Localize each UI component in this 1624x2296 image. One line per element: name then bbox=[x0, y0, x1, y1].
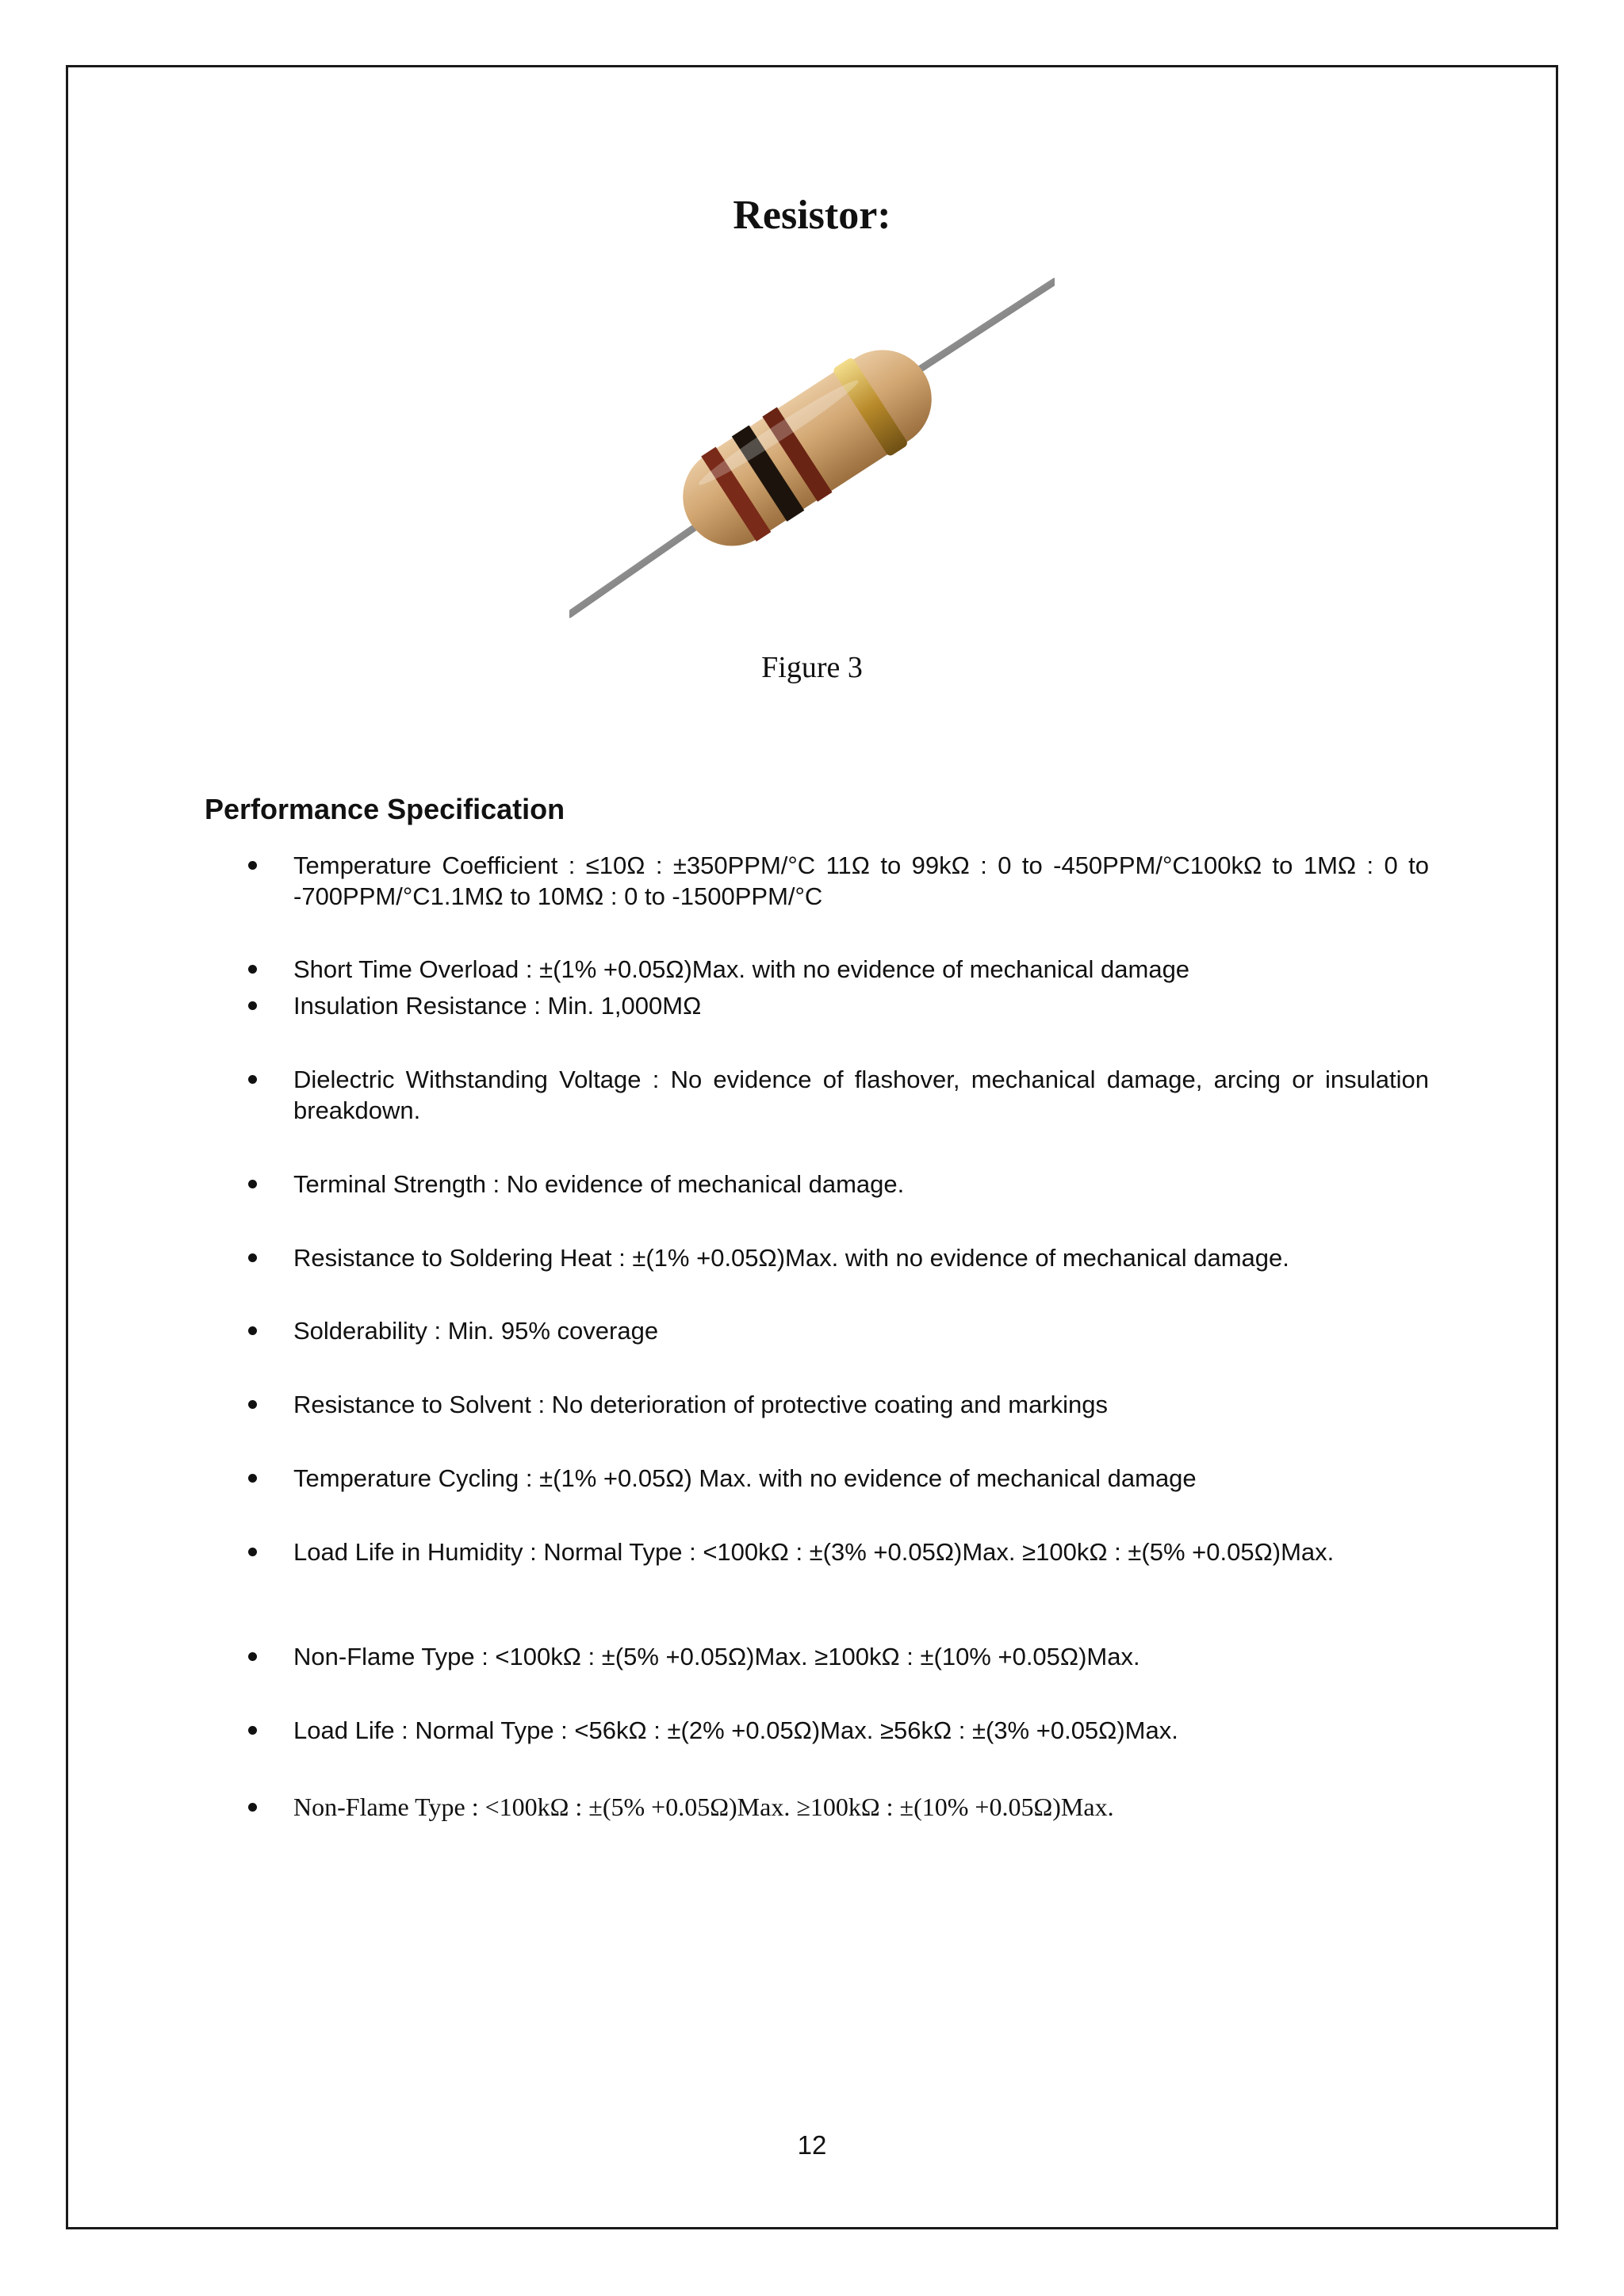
bullet-icon bbox=[248, 1001, 257, 1010]
list-item-text: Resistance to Soldering Heat : ±(1% +0.05Ω)Max. with no evidence of mechanical damage. bbox=[293, 1244, 1289, 1272]
list-item-text: Dielectric Withstanding Voltage : No evidence of flashover, mechanical damage, arcing or insulation breakdown. bbox=[293, 1066, 1429, 1124]
list-item bbox=[293, 850, 1429, 912]
page-number: 12 bbox=[797, 2130, 827, 2160]
list-item-text: Terminal Strength : No evidence of mechanical damage. bbox=[293, 1170, 905, 1198]
list-item bbox=[293, 1536, 1429, 1567]
bullet-icon bbox=[248, 1726, 257, 1735]
list-item-text: Non-Flame Type : <100kΩ : ±(5% +0.05Ω)Max. ≥100kΩ : ±(10% +0.05Ω)Max. bbox=[293, 1643, 1140, 1670]
list-item bbox=[293, 1463, 1429, 1494]
bullet-icon bbox=[248, 1400, 257, 1409]
resistor-image bbox=[569, 277, 1055, 618]
bullet-icon bbox=[248, 1803, 257, 1812]
list-item bbox=[293, 1169, 1429, 1200]
list-item-text: Resistance to Solvent : No deterioration of protective coating and markings bbox=[293, 1391, 1108, 1418]
list-item bbox=[293, 990, 1429, 1021]
list-item bbox=[293, 1389, 1429, 1420]
list-item-text: Temperature Cycling : ±(1% +0.05Ω) Max. with no evidence of mechanical damage bbox=[293, 1464, 1197, 1492]
bullet-icon bbox=[248, 1075, 257, 1084]
list-item-text: Insulation Resistance : Min. 1,000MΩ bbox=[293, 992, 702, 1020]
section-heading: Performance Specification bbox=[205, 793, 565, 825]
list-item bbox=[293, 1641, 1429, 1672]
list-item-text: Solderability : Min. 95% coverage bbox=[293, 1317, 659, 1345]
list-item bbox=[293, 1792, 1429, 1823]
list-item bbox=[293, 1242, 1429, 1273]
list-item-text: Non-Flame Type : <100kΩ : ±(5% +0.05Ω)Max. ≥100kΩ : ±(10% +0.05Ω)Max. bbox=[293, 1793, 1114, 1821]
list-item bbox=[293, 1715, 1429, 1746]
list-item bbox=[293, 954, 1429, 985]
list-item bbox=[293, 1064, 1429, 1126]
list-item-text: Temperature Coefficient : ≤10Ω : ±350PPM/°C 11Ω to 99kΩ : 0 to -450PPM/°C100kΩ to 1MΩ : 0 to -700PPM/°C1.1MΩ to 10MΩ : 0 to -1500PPM/°C bbox=[293, 851, 1430, 910]
figure-caption: Figure 3 bbox=[761, 651, 863, 684]
bullet-icon bbox=[248, 861, 257, 870]
bullet-icon bbox=[248, 1652, 257, 1661]
bullet-icon bbox=[248, 1548, 257, 1556]
bullet-icon bbox=[248, 1474, 257, 1483]
list-item bbox=[293, 1315, 1429, 1346]
list-item-text: Short Time Overload : ±(1% +0.05Ω)Max. with no evidence of mechanical damage bbox=[293, 955, 1190, 983]
bullet-icon bbox=[248, 965, 257, 974]
bullet-icon bbox=[248, 1180, 257, 1188]
list-item-text: Load Life in Humidity : Normal Type : <100kΩ : ±(3% +0.05Ω)Max. ≥100kΩ : ±(5% +0.05Ω)Max. bbox=[293, 1538, 1335, 1566]
list-item-text: Load Life : Normal Type : <56kΩ : ±(2% +0.05Ω)Max. ≥56kΩ : ±(3% +0.05Ω)Max. bbox=[293, 1716, 1178, 1744]
bullet-icon bbox=[248, 1253, 257, 1262]
page-title: Resistor: bbox=[733, 193, 891, 238]
bullet-icon bbox=[248, 1326, 257, 1335]
